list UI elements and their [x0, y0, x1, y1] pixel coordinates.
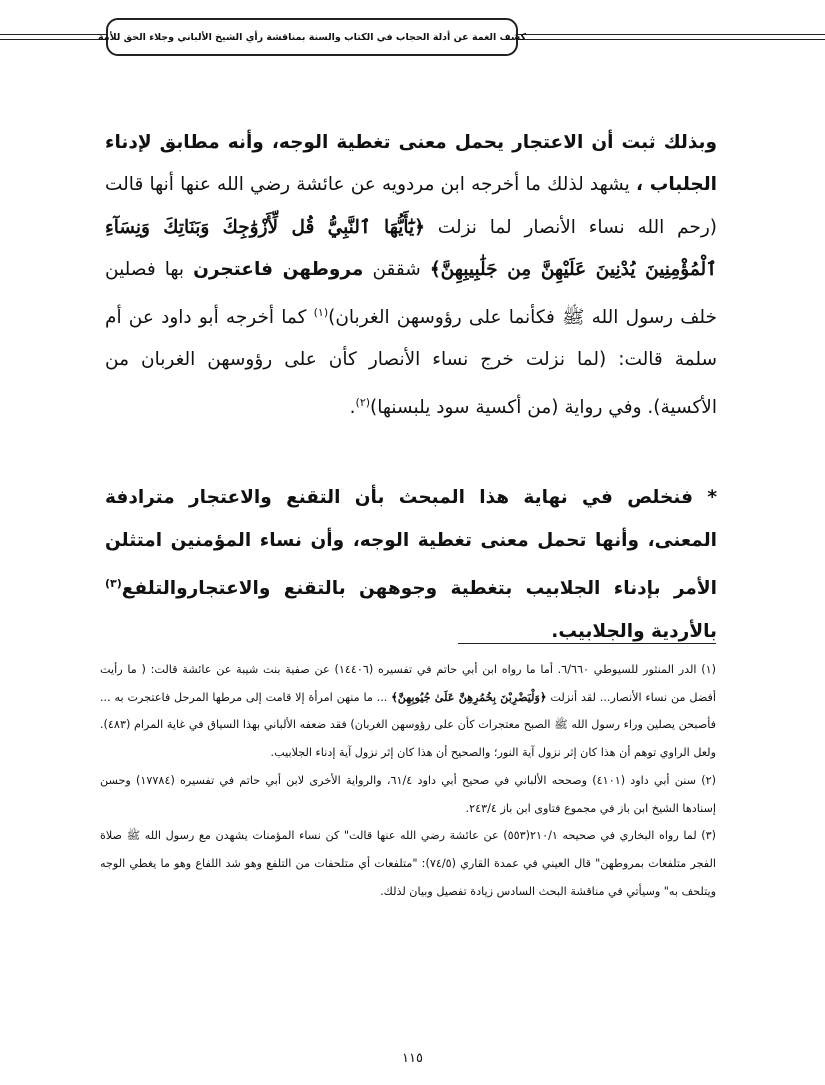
- footnote-1-text-a: (١) الدر المنثور للسيوطي ٦/٦٦٠. أما ما رواه ابن أبي حاتم في تفسيره (١٤٤٠٦) عن صفية بنت شيبة عن عائشة قالت: ( ما رأيت أفضل من نساء الأنصار... لقد أنزلت: [100, 663, 716, 704]
- footnotes: [100, 656, 716, 905]
- page-number: ١١٥: [402, 1051, 423, 1066]
- para1-intro: وبذلك ثبت أن الاعتجار يحمل معنى تغطية الوجه، وأنه مطابق لإدناء الجلباب ،: [105, 132, 717, 196]
- footnote-3: (٣) لما رواه البخاري في صحيحه ٢١٠/١(٥٥٣) عن عائشة رضي الله عنها قالت" كن نساء المؤمنات يشهدن مع رسول الله ﷺ صلاة الفجر متلفعات بمروطهن" قال العيني في عمدة القاري (٧٤/٥): "متلفعات أي متلحفات من التلفع وهو شد اللفاع وهو ما يغطي الوجه ويتلحف به" وسيأتي في مناقشة البحث السادس زيادة تفصيل وبيان لذلك.: [100, 829, 716, 898]
- running-header: [97, 18, 527, 56]
- para1-end: .: [349, 396, 356, 418]
- para2-text-b: بالأردية والجلابيب.: [551, 621, 717, 643]
- footnote-ref-3: (٣): [105, 577, 122, 590]
- quran-verse-nur-31: ﴿وَلْيَضْرِبْنَ بِخُمُرِهِنَّ عَلَىٰ جُيُوبِهِنَّ﴾: [391, 689, 547, 704]
- quran-verse-ahzab-59: ﴿يَٰٓأَيُّهَا ٱلنَّبِيُّ قُل لِّأَزْوَٰجِكَ وَبَنَاتِكَ وَنِسَآءِ ٱلْمُؤْمِنِينَ يُدْنِينَ عَلَيْهِنَّ مِن جَلَٰبِيبِهِنَّ﴾: [105, 216, 717, 281]
- body-paragraph-1: [105, 122, 717, 429]
- footnote-ref-1: (١): [313, 305, 329, 319]
- footnote-1-text-b: ... ما منهن امرأة إلا قامت إلى مرطها المرحل فاعتجرت به ... فأصبحن يصلين وراء رسول الله ﷺ الصبح معتجرات كأن على رؤوسهن الغربان) فقد ضعفه الألباني بهذا السياق في غاية المرام (٤٨٣). ولعل الراوي توهم أن هذا كان إثر نزول آية النور؛ والصحيح أن هذا كان إثر نزول آية إدناء الجلابيب.: [100, 690, 716, 760]
- para1-text-d: كما أخرجه أبو داود عن أم سلمة قالت: (لما نزلت خرج نساء الأنصار كأن على رؤوسهن الغربان من الأكسية). وفي رواية (من أكسية سود يلبسنها): [105, 306, 717, 418]
- running-header-title: كشف الغمة عن أدلة الحجاب في الكتاب والسنة بمناقشة رأي الشيخ الألباني وجلاء الحق للأمة: [97, 31, 527, 43]
- footnote-ref-2: (٢): [355, 395, 371, 409]
- para1-text-b: شققن: [363, 259, 430, 281]
- footnote-separator: [458, 643, 716, 644]
- para2-text-a: * فنخلص في نهاية هذا المبحث بأن التقنع والاعتجار مترادفة المعنى، وأنها تحمل معنى تغطية الوجه، وأن نساء المؤمنين امتثلن الأمر بإدناء الجلابيب بتغطية وجوههن بالتقنع والاعتجاروالتلفع: [105, 487, 717, 600]
- footnote-1: [100, 656, 716, 767]
- body-paragraph-2: [105, 476, 717, 653]
- para1-bold-phrase: مروطهن فاعتجرن: [193, 259, 364, 281]
- para1-text-a: يشهد لذلك ما أخرجه ابن مردويه عن عائشة رضي الله عنها أنها قالت (رحم الله نساء الأنصار لما نزلت: [105, 174, 718, 238]
- footnote-2: (٢) سنن أبي داود (٤١٠١) وصححه الألباني في صحيح أبي داود ٦١/٤، والرواية الأخرى لابن أبي حاتم في تفسيره (١٧٧٨٤) وحسن إسنادها الشيخ ابن باز في مجموع فتاوى ابن باز ٢٤٣/٤.: [100, 773, 716, 815]
- para1-text-c: بها فصلين خلف رسول الله ﷺ فكأنما على رؤوسهن الغربان): [105, 259, 717, 328]
